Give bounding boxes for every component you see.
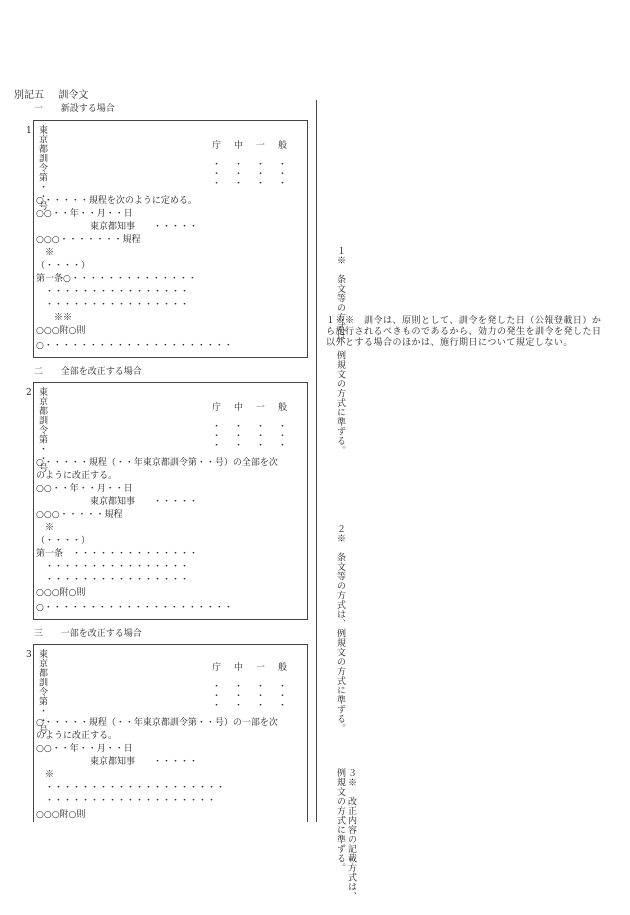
body-line: ※ <box>36 248 55 258</box>
section-title: 全部を改正する場合 <box>60 367 142 377</box>
org-line: 東京都訓令第・・号 <box>37 649 47 735</box>
body-line: ・・・・・・・・・・・・・・・・ <box>36 287 190 297</box>
body-line: 第一条○・・・・・・・・・・・・・・ <box>36 274 197 284</box>
section-number: 三 <box>34 629 44 639</box>
note: ２※ 条文等の方式は、例規文の方式に準ずる。 <box>335 524 345 733</box>
form-number: 3 <box>26 650 32 660</box>
body-line: ○○・・年・・月・・日 <box>36 209 133 219</box>
body-line: （・・・・） <box>36 536 91 546</box>
body-line: ○○○附○則 <box>36 326 86 336</box>
body-line: ○○○附○則 <box>36 588 86 598</box>
body-line: ○○・・年・・月・・日 <box>36 744 133 754</box>
body-line: ※ <box>36 770 55 780</box>
addressee-line: 庁 ・・・ <box>210 402 220 450</box>
section-heading <box>34 364 142 377</box>
body-line: ○○○・・・・・・・規程 <box>36 235 141 245</box>
body-line: ○・・・・・規程を次のように定める。 <box>36 196 197 206</box>
form-number: 1 <box>26 126 32 136</box>
body-line: 東京都知事 ・・・・・ <box>36 222 199 232</box>
section-title: 一部を改正する場合 <box>60 629 142 639</box>
section-number: 一 <box>34 104 44 114</box>
form-number: 2 <box>26 388 32 398</box>
heading-title: 訓令文 <box>58 90 89 101</box>
body-line: ○・・・・・・・・・・・・・・・・・・・・・ <box>36 341 233 351</box>
heading-label: 別記五 <box>14 90 44 101</box>
section-title: 新設する場合 <box>60 104 115 114</box>
note: ３※ 改正内容の記載方式は、例規文の方式に準ずる。 <box>335 768 356 901</box>
addressee-line: 般 ・・・ <box>276 140 286 188</box>
body-line: ・・・・・・・・・・・・・・・・・・・・ <box>36 783 226 793</box>
addressee-line: 中 ・・・ <box>232 402 242 450</box>
body-line: 東京都知事 ・・・・・ <box>36 497 199 507</box>
body-line: ○・・・・・・・・・・・・・・・・・・・・・ <box>36 603 233 613</box>
section-heading <box>34 626 142 639</box>
addressee-line: 一 ・・・ <box>254 140 264 188</box>
note: １※※ 訓令は、原則として、訓令を発した日（公報登載日）から施行されるべきものであるから、効力の発生を訓令を発した日以外とする場合のほかは、施行期日について規定しない。 <box>326 316 602 348</box>
body-line: ・・・・・・・・・・・・・・・・ <box>36 300 190 310</box>
note: １※ 条文等の方式は、例規文の方式に準ずる。 <box>335 246 345 455</box>
body-line: ○○・・年・・月・・日 <box>36 484 133 494</box>
addressee-line: 庁 ・・・ <box>210 662 220 710</box>
body-line: ※ <box>36 523 55 533</box>
body-line: ○○○・・・・・規程 <box>36 510 123 520</box>
column-divider <box>316 100 317 822</box>
org-line: 東京都訓令第・・号 <box>37 387 47 473</box>
org-line: 東京都訓令第・・号 <box>37 125 47 211</box>
document-heading <box>14 86 88 101</box>
body-line: ・・・・・・・・・・・・・・・・ <box>36 575 190 585</box>
body-line: のように改正する。 <box>36 731 118 741</box>
body-line: ※※ <box>36 313 73 323</box>
addressee-line: 般 ・・・ <box>276 662 286 710</box>
addressee-line: 庁 ・・・ <box>210 140 220 188</box>
body-line: 第一条 ・・・・・・・・・・・・・・ <box>36 549 199 559</box>
body-line: ○○○附○則 <box>36 810 86 820</box>
body-line: （・・・・） <box>36 261 91 271</box>
body-line: ・・・・・・・・・・・・・・・・・・・ <box>36 796 217 806</box>
body-line: のように改正する。 <box>36 471 118 481</box>
addressee-line: 中 ・・・ <box>232 140 242 188</box>
body-line: 東京都知事 ・・・・・ <box>36 757 199 767</box>
addressee-line: 般 ・・・ <box>276 402 286 450</box>
addressee-line: 一 ・・・ <box>254 402 264 450</box>
body-line: ○・・・・・規程（・・年東京都訓令第・・号）の一部を次 <box>36 718 278 728</box>
addressee-line: 一 ・・・ <box>254 662 264 710</box>
body-line: ・・・・・・・・・・・・・・・・ <box>36 562 190 572</box>
section-number: 二 <box>34 367 44 377</box>
body-line: ○・・・・・規程（・・年東京都訓令第・・号）の全部を次 <box>36 458 278 468</box>
section-heading <box>34 101 115 114</box>
addressee-line: 中 ・・・ <box>232 662 242 710</box>
